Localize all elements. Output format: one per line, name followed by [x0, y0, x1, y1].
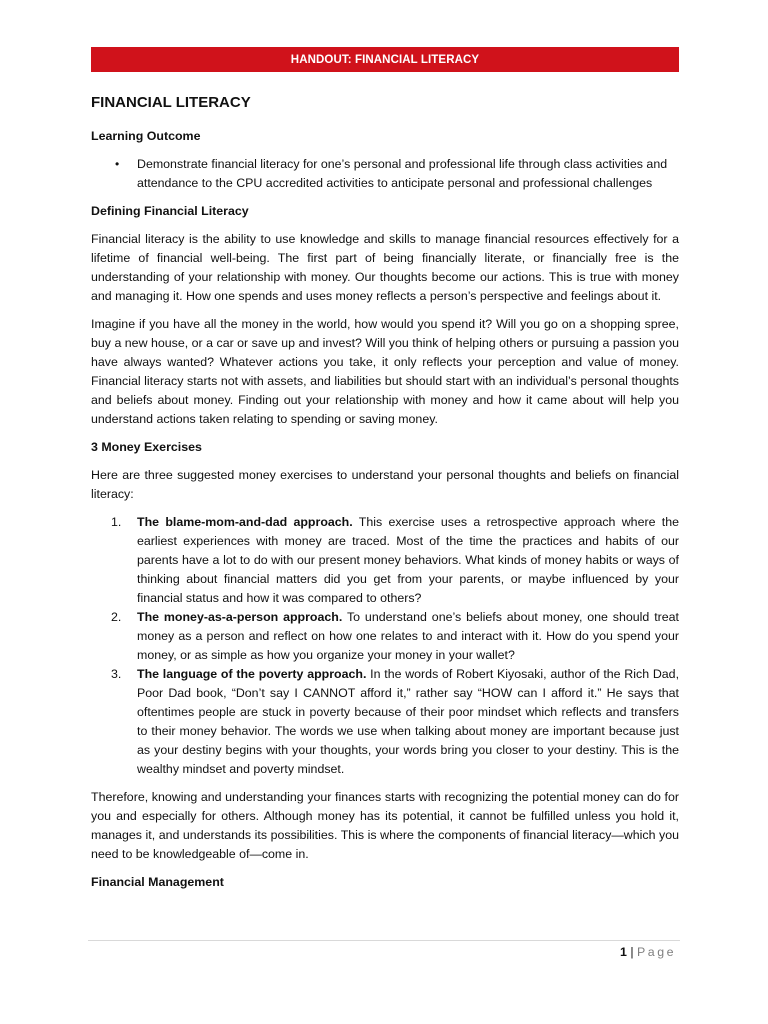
defining-heading: Defining Financial Literacy [91, 204, 249, 218]
exercise-text: This exercise uses a retrospective approach where the earliest experiences with money are traced. Most of the time the practices and habits of our parents have a lot to do with our present money behaviors. What kinds of money habits or ways of thinking about financial matters did you get from your parents, or maybe influenced by your financial status and how it was compared to others? [137, 515, 679, 605]
exercise-item [111, 513, 679, 608]
exercises-heading: 3 Money Exercises [91, 440, 202, 454]
page-label: Page [637, 945, 676, 959]
financial-management-heading: Financial Management [91, 875, 224, 889]
exercise-item [111, 608, 679, 665]
learning-outcome-bullet: • Demonstrate financial literacy for one’s personal and professional life through class activities and attendance to the CPU accredited activities to anticipate personal and professional challenges [137, 155, 679, 193]
exercise-number: 1. [111, 515, 122, 529]
page-footer [620, 943, 676, 961]
exercise-title: The language of the poverty approach. [137, 667, 367, 681]
defining-paragraph-1: Financial literacy is the ability to use knowledge and skills to manage financial resources effectively for a lifetime of financial well-being. The first part of being financially literate, or financially free is the understanding of your relationship with money. Our thoughts become our actions. This is true with money and managing it. How one spends and uses money reflects a person’s perspective and feelings about it. [91, 232, 679, 303]
page-number: 1 [620, 945, 627, 959]
defining-paragraph-2: Imagine if you have all the money in the world, how would you spend it? Will you go on a shopping spree, buy a new house, or a car or save up and invest? Will you think of helping others or pursuing a passion you have always wanted? Whatever actions you take, it only reflects your perception and value of money. Financial literacy starts not with assets, and liabilities but should start with an individual’s personal thoughts and beliefs about money. Finding out your relationship with money and how it came about will help you understand actions taken relating to spending or saving money. [91, 317, 679, 426]
exercises-list [91, 513, 679, 779]
exercise-item [111, 665, 680, 779]
exercise-text: In the words of Robert Kiyosaki, author of the Rich Dad, Poor Dad book, “Don’t say I CANNOT afford it,” rather say “HOW can I afford it.” He says that oftentimes people are stuck in poverty because of their poor mindset which reflects and transfers to their money behavior. The words we use when talking about money are important because just as your destiny begins with your thoughts, your words bring you closer to your destiny. This is the wealthy mindset and poverty mindset. [137, 667, 680, 776]
document-body [91, 91, 679, 901]
banner-title: HANDOUT: FINANCIAL LITERACY [290, 53, 480, 66]
footer-separator: | [630, 945, 634, 959]
learning-outcome-list [91, 155, 679, 193]
exercise-number: 3. [111, 667, 122, 681]
exercise-text: To understand one’s beliefs about money, one should treat money as a person and reflect on how one relates to and interact with it. How do you spend your money, or as simple as how you organize your money in your wallet? [137, 610, 679, 662]
exercise-title: The money-as-a-person approach. [137, 610, 343, 624]
document-title: FINANCIAL LITERACY [91, 94, 251, 111]
exercise-number: 2. [111, 610, 122, 624]
exercises-closing: Therefore, knowing and understanding your finances starts with recognizing the potential money can do for you and especially for others. Although money has its potential, it cannot be fulfilled unless you hold it, manages it, and understands its possibilities. This is where the components of financial literacy—which you need to be knowledgeable of—come in. [91, 790, 679, 861]
footer-divider [88, 940, 680, 941]
header-banner [91, 47, 679, 72]
exercises-intro: Here are three suggested money exercises to understand your personal thoughts and beliefs on financial literacy: [91, 468, 679, 501]
learning-outcome-heading: Learning Outcome [91, 129, 201, 143]
exercise-title: The blame-mom-and-dad approach. [137, 515, 353, 529]
